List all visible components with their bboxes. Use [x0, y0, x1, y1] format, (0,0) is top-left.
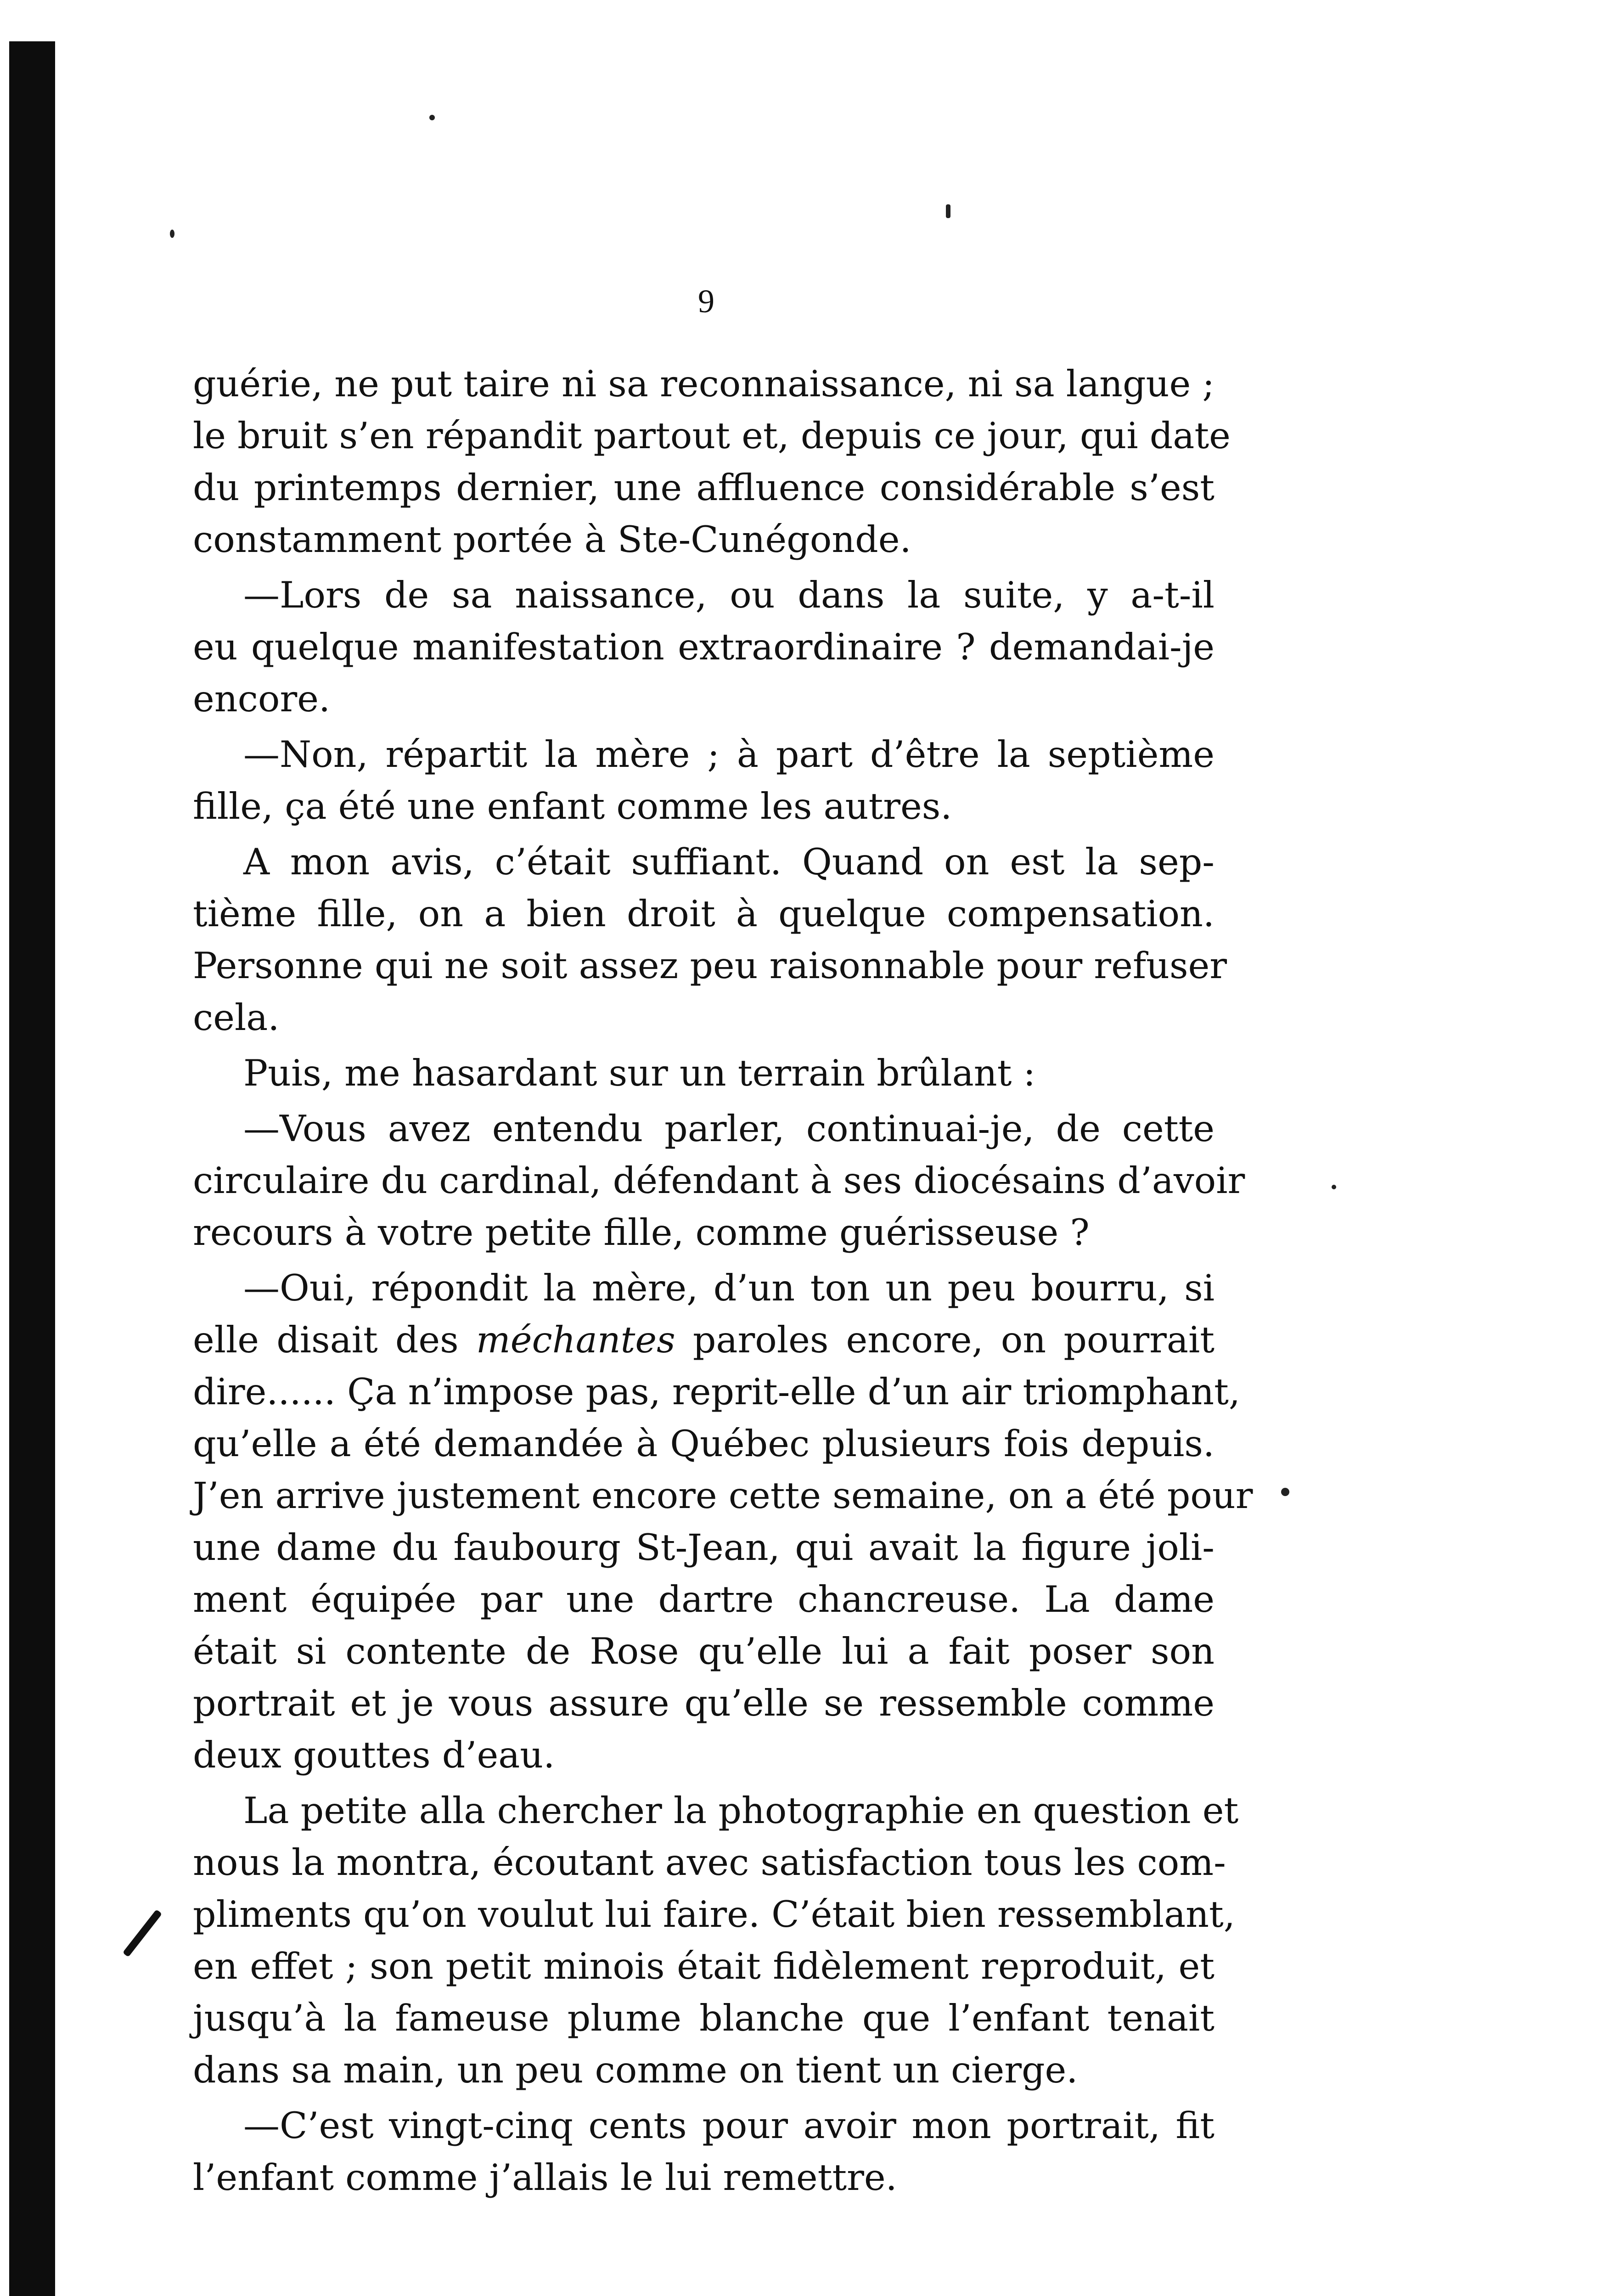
- text-line: cela.: [193, 996, 280, 1039]
- text-line: dire...... Ça n’impose pas, reprit-elle d’un air triomphant,: [193, 1371, 1240, 1413]
- text-line: l’enfant comme j’allais le lui remettre.: [193, 2156, 897, 2199]
- text-line: qu’elle a été demandée à Québec plusieurs fois depuis.: [193, 1423, 1215, 1465]
- page-number: 9: [698, 283, 714, 320]
- text-line: —C’est vingt-cinq cents pour avoir mon portrait, fit: [243, 2105, 1215, 2147]
- text-line: encore.: [193, 678, 331, 720]
- text-line: —Non, répartit la mère ; à part d’être la septième: [243, 733, 1215, 776]
- text-line: deux gouttes d’eau.: [193, 1734, 555, 1776]
- scan-speck: [946, 204, 950, 218]
- paragraph: [193, 569, 1215, 725]
- text-line: circulaire du cardinal, défendant à ses diocésains d’avoir: [193, 1159, 1245, 1202]
- paragraph: [193, 2100, 1215, 2204]
- text-line: J’en arrive justement encore cette semaine, on a été pour: [193, 1474, 1253, 1517]
- paragraph: [193, 729, 1215, 833]
- text-line: elle disait des méchantes paroles encore, on pourrait: [193, 1319, 1215, 1361]
- text-line: tième fille, on a bien droit à quelque compensation.: [193, 893, 1215, 935]
- text-line: guérie, ne put taire ni sa reconnaissance, ni sa langue ;: [193, 363, 1215, 405]
- text-line: Puis, me hasardant sur un terrain brûlant :: [243, 1052, 1036, 1094]
- paragraph: [193, 358, 1231, 566]
- text-line: A mon avis, c’était suffiant. Quand on est la sep-: [243, 841, 1215, 883]
- text-line: portrait et je vous assure qu’elle se ressemble comme: [193, 1682, 1215, 1724]
- text-line: dans sa main, un peu comme on tient un cierge.: [193, 2049, 1078, 2091]
- text-line: nous la montra, écoutant avec satisfaction tous les com-: [193, 1841, 1226, 1884]
- scan-speck: [429, 115, 435, 120]
- scan-speck: [1332, 1185, 1336, 1189]
- text-line: pliments qu’on voulut lui faire. C’était bien ressemblant,: [193, 1893, 1235, 1936]
- text-line: —Oui, répondit la mère, d’un ton un peu bourru, si: [243, 1267, 1215, 1309]
- text-line: —Lors de sa naissance, ou dans la suite, y a-t-il: [243, 574, 1215, 616]
- text-line: constamment portée à Ste-Cunégonde.: [193, 518, 911, 561]
- paragraph: [193, 1262, 1253, 1781]
- text-line: le bruit s’en répandit partout et, depuis ce jour, qui date: [193, 415, 1231, 457]
- margin-pen-mark: [123, 1909, 162, 1957]
- paragraph: [193, 836, 1227, 1044]
- text-line: ment équipée par une dartre chancreuse. La dame: [193, 1578, 1215, 1621]
- text-line: en effet ; son petit minois était fidèlement reproduit, et: [193, 1945, 1215, 1987]
- book-spine-shadow: [9, 41, 55, 2296]
- text-line: recours à votre petite fille, comme guérisseuse ?: [193, 1211, 1090, 1254]
- text-line: une dame du faubourg St-Jean, qui avait la figure joli-: [193, 1526, 1215, 1569]
- scan-speck: [170, 230, 174, 238]
- paragraph: [193, 1047, 1215, 1099]
- body-text: [193, 358, 1253, 2204]
- scan-speck: [1281, 1488, 1289, 1496]
- text-line: La petite alla chercher la photographie en question et: [243, 1790, 1239, 1832]
- text-line: du printemps dernier, une affluence considérable s’est: [193, 467, 1215, 509]
- text-line: jusqu’à la fameuse plume blanche que l’enfant tenait: [193, 1997, 1215, 2039]
- text-line: était si contente de Rose qu’elle lui a fait poser son: [193, 1630, 1215, 1672]
- text-line: Personne qui ne soit assez peu raisonnable pour refuser: [193, 945, 1227, 987]
- text-line: fille, ça été une enfant comme les autres.: [193, 785, 952, 827]
- paragraph: [193, 1785, 1239, 2096]
- text-line: eu quelque manifestation extraordinaire ? demandai-je: [193, 626, 1215, 668]
- paragraph: [193, 1103, 1245, 1259]
- text-line: —Vous avez entendu parler, continuai-je, de cette: [243, 1108, 1215, 1150]
